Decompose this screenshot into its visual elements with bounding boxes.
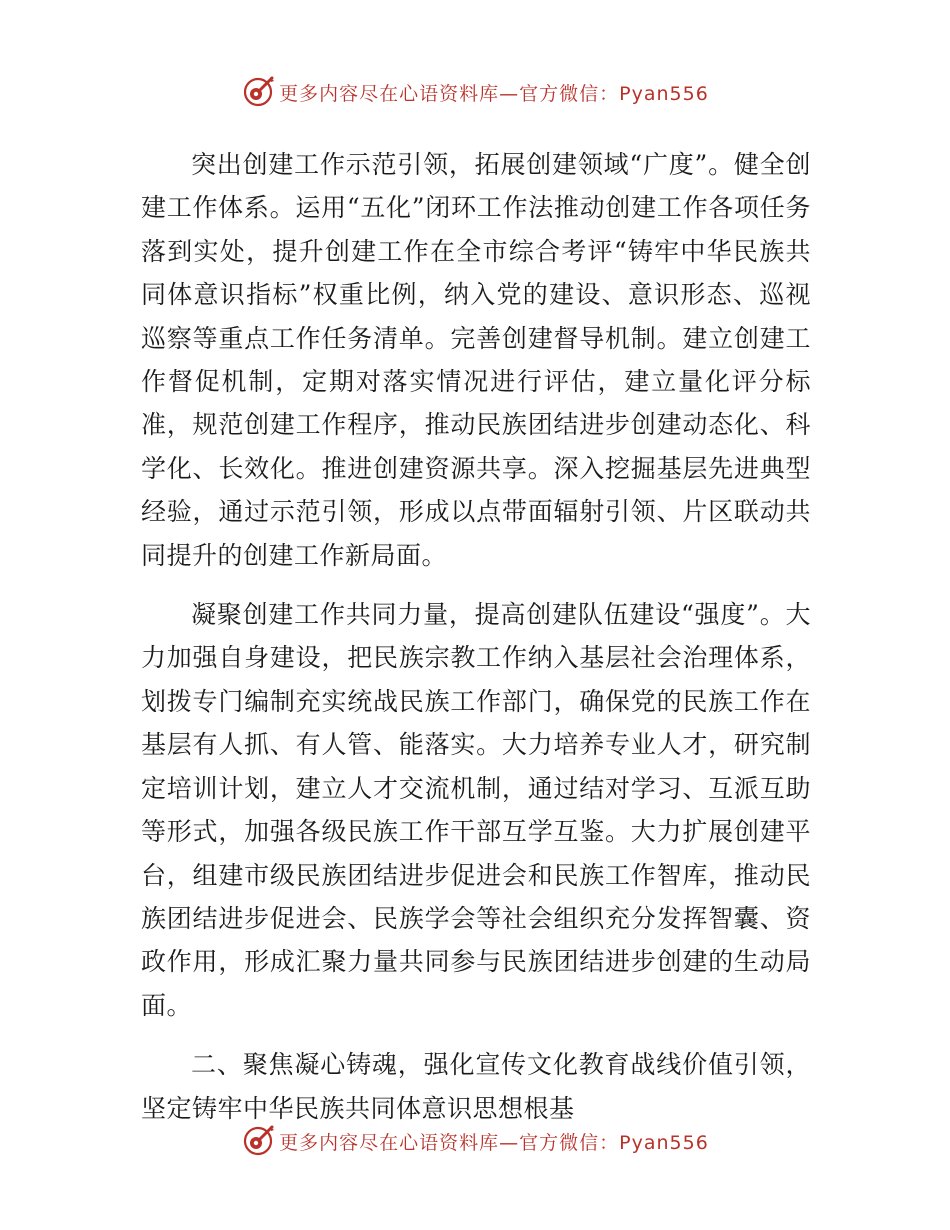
document-body [141,143,811,1130]
paragraph-1: 突出创建工作示范引领，拓展创建领域“广度”。健全创建工作体系。运用“五化”闭环工作法推动创建工作各项任务落到实处，提升创建工作在全市综合考评“铸牢中华民族共同体意识指标”权重比例，纳入党的建设、意识形态、巡视巡察等重点工作任务清单。完善创建督导机制。建立创建工作督促机制，定期对落实情况进行评估，建立量化评分标准，规范创建工作程序，推动民族团结进步创建动态化、科学化、长效化。推进创建资源共享。深入挖掘基层先进典型经验，通过示范引领，形成以点带面辐射引领、片区联动共同提升的创建工作新局面。 [141,150,811,570]
section-heading-2: 二、聚焦凝心铸魂，强化宣传文化教育战线价值引领，坚定铸牢中华民族共同体意识思想根基 [141,1050,811,1123]
page-header-watermark [0,72,950,112]
footer-text: 更多内容尽在心语资料库—官方微信：Pyan556 [279,1131,709,1154]
red-pen-logo-icon [241,1124,275,1158]
paragraph-2: 凝聚创建工作共同力量，提高创建队伍建设“强度”。大力加强自身建设，把民族宗教工作纳入基层社会治理体系，划拨专门编制充实统战民族工作部门，确保党的民族工作在基层有人抓、有人管、能落实。大力培养专业人才，研究制定培训计划，建立人才交流机制，通过结对学习、互派互助等形式，加强各级民族工作干部互学互鉴。大力扩展创建平台，组建市级民族团结进步促进会和民族工作智库，推动民族团结进步促进会、民族学会等社会组织充分发挥智囊、资政作用，形成汇聚力量共同参与民族团结进步创建的生动局面。 [141,600,811,1020]
header-text: 更多内容尽在心语资料库—官方微信：Pyan556 [279,82,709,105]
red-pen-logo-icon [241,75,275,109]
page-footer-watermark [0,1121,950,1161]
